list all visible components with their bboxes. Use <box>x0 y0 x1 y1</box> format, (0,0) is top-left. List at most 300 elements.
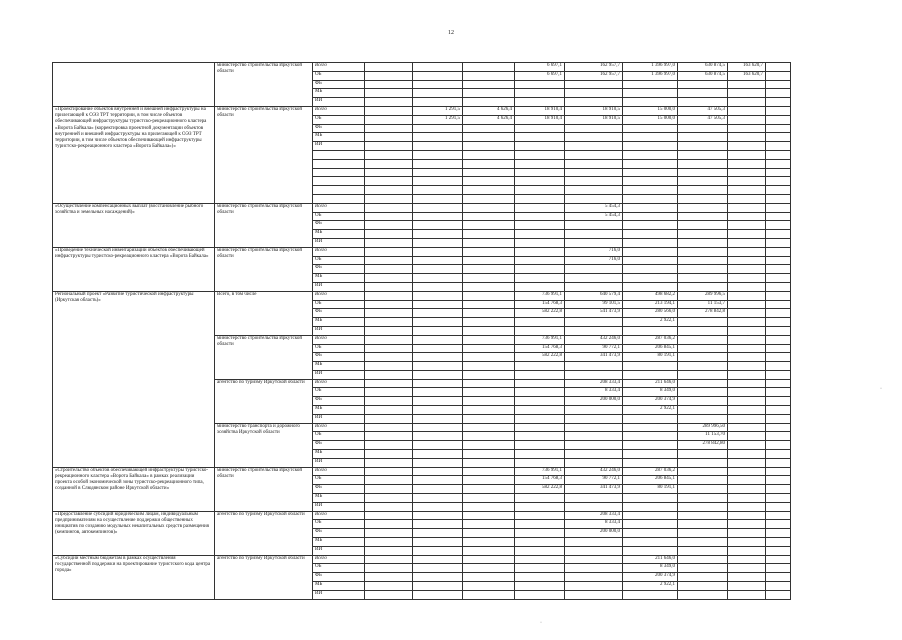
value-cell <box>515 529 565 538</box>
value-cell <box>463 194 515 203</box>
value-cell: 287 036,2 <box>623 467 678 476</box>
funding-source-cell: МБ <box>313 133 365 142</box>
funding-source-cell: Всего <box>313 63 365 72</box>
value-cell <box>515 80 565 89</box>
value-cell: 15 000,0 <box>623 115 678 124</box>
value-cell <box>565 238 623 247</box>
value-cell: 498 682,2 <box>623 291 678 300</box>
table-row <box>53 63 791 72</box>
value-cell <box>463 150 515 159</box>
value-cell <box>463 555 515 564</box>
value-cell <box>766 538 791 547</box>
value-cell: 5 454,3 <box>565 203 623 212</box>
value-cell <box>463 177 515 186</box>
value-cell <box>515 282 565 291</box>
value-cell <box>365 238 413 247</box>
funding-source-cell <box>313 159 365 168</box>
value-cell <box>623 133 678 142</box>
value-cell <box>365 326 413 335</box>
value-cell <box>766 450 791 459</box>
value-cell <box>766 282 791 291</box>
value-cell <box>365 89 413 98</box>
value-cell <box>565 326 623 335</box>
value-cell <box>766 291 791 300</box>
value-cell <box>728 309 766 318</box>
value-cell <box>728 467 766 476</box>
value-cell: 18 910,4 <box>515 106 565 115</box>
value-cell <box>463 564 515 573</box>
value-cell <box>623 177 678 186</box>
value-cell <box>413 511 463 520</box>
value-cell <box>766 458 791 467</box>
executor-cell: Всего, в том числе <box>215 291 313 335</box>
value-cell <box>463 89 515 98</box>
value-cell <box>623 247 678 256</box>
value-cell <box>565 318 623 327</box>
value-cell: 341 473,9 <box>565 485 623 494</box>
value-cell <box>413 432 463 441</box>
value-cell <box>728 274 766 283</box>
value-cell <box>766 370 791 379</box>
value-cell: 716,0 <box>565 247 623 256</box>
value-cell <box>623 203 678 212</box>
value-cell <box>678 546 728 555</box>
value-cell <box>463 98 515 107</box>
funding-source-cell <box>313 177 365 186</box>
funding-source-cell: ФБ <box>313 80 365 89</box>
value-cell <box>463 353 515 362</box>
event-name-cell: «Осуществление компенсационных выплат (восстановление рыбного хозяйства и земельных насаждений)» <box>53 203 215 247</box>
value-cell <box>413 423 463 432</box>
value-cell: 630 874,5 <box>678 63 728 72</box>
value-cell <box>365 546 413 555</box>
value-cell <box>463 247 515 256</box>
value-cell <box>623 458 678 467</box>
value-cell <box>413 467 463 476</box>
value-cell <box>413 318 463 327</box>
value-cell <box>365 230 413 239</box>
executor-cell: министерство строительства Иркутской области <box>215 335 313 379</box>
value-cell <box>766 247 791 256</box>
value-cell <box>728 238 766 247</box>
value-cell <box>413 98 463 107</box>
value-cell <box>678 353 728 362</box>
value-cell <box>365 370 413 379</box>
value-cell <box>413 230 463 239</box>
value-cell: 287 036,2 <box>623 335 678 344</box>
funding-source-cell: ОБ <box>313 520 365 529</box>
value-cell <box>413 582 463 591</box>
value-cell <box>413 71 463 80</box>
value-cell <box>463 494 515 503</box>
value-cell <box>463 485 515 494</box>
value-cell <box>365 221 413 230</box>
value-cell <box>623 124 678 133</box>
value-cell <box>413 494 463 503</box>
value-cell <box>678 89 728 98</box>
value-cell <box>365 256 413 265</box>
value-cell <box>728 159 766 168</box>
value-cell <box>515 150 565 159</box>
value-cell <box>413 362 463 371</box>
value-cell <box>623 212 678 221</box>
value-cell <box>413 291 463 300</box>
value-cell <box>463 379 515 388</box>
value-cell <box>413 89 463 98</box>
value-cell <box>515 89 565 98</box>
table-row <box>53 555 791 564</box>
value-cell <box>565 124 623 133</box>
value-cell <box>565 458 623 467</box>
value-cell <box>766 485 791 494</box>
value-cell: 716,0 <box>565 256 623 265</box>
funding-source-cell: МБ <box>313 406 365 415</box>
value-cell <box>365 590 413 599</box>
value-cell <box>463 441 515 450</box>
value-cell: 432 246,0 <box>565 467 623 476</box>
value-cell <box>413 150 463 159</box>
funding-source-cell: Всего <box>313 291 365 300</box>
value-cell <box>678 230 728 239</box>
value-cell <box>565 450 623 459</box>
value-cell <box>766 502 791 511</box>
value-cell <box>728 485 766 494</box>
value-cell <box>623 414 678 423</box>
value-cell <box>463 406 515 415</box>
value-cell <box>365 406 413 415</box>
value-cell: 1 396 997,0 <box>623 71 678 80</box>
value-cell: 47 505,3 <box>678 115 728 124</box>
value-cell <box>413 335 463 344</box>
value-cell <box>413 344 463 353</box>
value-cell <box>766 80 791 89</box>
value-cell: 18 910,5 <box>565 106 623 115</box>
value-cell <box>365 265 413 274</box>
value-cell: 200 374,9 <box>623 397 678 406</box>
value-cell: 432 246,0 <box>565 335 623 344</box>
value-cell <box>623 150 678 159</box>
event-name-cell: Региональный проект «Развитие туристической инфраструктуры (Иркутская область)» <box>53 291 215 467</box>
value-cell <box>565 502 623 511</box>
value-cell: 11 153,7 <box>678 300 728 309</box>
value-cell <box>728 282 766 291</box>
value-cell <box>766 467 791 476</box>
value-cell <box>678 124 728 133</box>
value-cell <box>365 124 413 133</box>
value-cell <box>678 582 728 591</box>
funding-source-cell: МБ <box>313 582 365 591</box>
value-cell <box>413 353 463 362</box>
value-cell <box>515 177 565 186</box>
value-cell <box>678 397 728 406</box>
value-cell: 200 374,9 <box>623 573 678 582</box>
table-row <box>53 247 791 256</box>
value-cell <box>413 194 463 203</box>
value-cell <box>565 370 623 379</box>
funding-source-cell: Всего <box>313 467 365 476</box>
funding-source-cell: ИИ <box>313 282 365 291</box>
value-cell <box>678 133 728 142</box>
value-cell <box>515 564 565 573</box>
value-cell <box>413 529 463 538</box>
value-cell <box>515 388 565 397</box>
value-cell <box>413 309 463 318</box>
value-cell <box>623 265 678 274</box>
value-cell <box>728 124 766 133</box>
value-cell <box>413 458 463 467</box>
value-cell <box>623 511 678 520</box>
value-cell <box>365 142 413 151</box>
value-cell <box>728 318 766 327</box>
value-cell <box>365 450 413 459</box>
value-cell <box>623 230 678 239</box>
value-cell <box>728 106 766 115</box>
value-cell <box>365 309 413 318</box>
value-cell <box>678 203 728 212</box>
value-cell <box>678 98 728 107</box>
value-cell <box>678 529 728 538</box>
value-cell <box>463 168 515 177</box>
value-cell: 206 845,1 <box>623 476 678 485</box>
value-cell <box>365 379 413 388</box>
value-cell <box>515 230 565 239</box>
funding-source-cell: ФБ <box>313 309 365 318</box>
value-cell <box>365 353 413 362</box>
event-name-cell: «Субсидии местным бюджетам в рамках осуществления государственной поддержки на проектирование туристского кода центра города» <box>53 555 215 599</box>
funding-source-cell: ОБ <box>313 564 365 573</box>
value-cell <box>413 282 463 291</box>
value-cell <box>463 450 515 459</box>
value-cell <box>413 256 463 265</box>
value-cell: 582 222,8 <box>515 309 565 318</box>
value-cell <box>463 370 515 379</box>
funding-source-cell: ФБ <box>313 265 365 274</box>
value-cell <box>565 538 623 547</box>
value-cell <box>515 414 565 423</box>
value-cell <box>766 353 791 362</box>
value-cell <box>565 423 623 432</box>
value-cell <box>623 546 678 555</box>
value-cell <box>515 494 565 503</box>
value-cell <box>623 238 678 247</box>
value-cell <box>365 538 413 547</box>
value-cell <box>678 538 728 547</box>
value-cell <box>623 98 678 107</box>
value-cell <box>766 194 791 203</box>
value-cell <box>463 203 515 212</box>
executor-cell: министерство строительства Иркутской области <box>215 467 313 511</box>
value-cell: 211 646,0 <box>623 555 678 564</box>
value-cell <box>365 414 413 423</box>
funding-source-cell: ИИ <box>313 590 365 599</box>
value-cell <box>728 414 766 423</box>
value-cell <box>678 177 728 186</box>
funding-source-cell: Всего <box>313 511 365 520</box>
value-cell <box>728 590 766 599</box>
funding-source-cell: Всего <box>313 335 365 344</box>
funding-source-cell: ОБ <box>313 388 365 397</box>
value-cell <box>728 247 766 256</box>
value-cell <box>515 458 565 467</box>
funding-source-cell: ОБ <box>313 344 365 353</box>
value-cell <box>515 265 565 274</box>
value-cell <box>623 362 678 371</box>
value-cell <box>413 186 463 195</box>
value-cell: 15 000,0 <box>623 106 678 115</box>
value-cell: 154 768,3 <box>515 300 565 309</box>
event-name-cell: «Проведение технической инвентаризации объектов обеспечивающей инфраструктуры туристско-рекреационного кластера «Ворота Байкала» <box>53 247 215 291</box>
value-cell <box>463 546 515 555</box>
value-cell <box>678 555 728 564</box>
value-cell <box>728 256 766 265</box>
value-cell <box>766 274 791 283</box>
funding-source-cell: ФБ <box>313 573 365 582</box>
value-cell <box>463 291 515 300</box>
value-cell <box>678 573 728 582</box>
value-cell <box>413 203 463 212</box>
value-cell <box>515 441 565 450</box>
value-cell <box>678 344 728 353</box>
value-cell <box>678 502 728 511</box>
table-row <box>53 511 791 520</box>
value-cell <box>728 344 766 353</box>
value-cell <box>463 80 515 89</box>
value-cell <box>463 388 515 397</box>
value-cell <box>365 397 413 406</box>
value-cell <box>623 89 678 98</box>
funding-source-cell: ОБ <box>313 432 365 441</box>
value-cell: 18 910,5 <box>565 115 623 124</box>
value-cell <box>728 511 766 520</box>
value-cell <box>413 80 463 89</box>
value-cell: 2 922,1 <box>623 582 678 591</box>
value-cell <box>463 212 515 221</box>
funding-source-cell: ФБ <box>313 124 365 133</box>
value-cell <box>463 238 515 247</box>
value-cell <box>728 494 766 503</box>
value-cell <box>515 203 565 212</box>
scan-mark: · <box>540 620 542 626</box>
value-cell <box>766 63 791 72</box>
value-cell <box>728 502 766 511</box>
value-cell <box>766 142 791 151</box>
value-cell <box>766 555 791 564</box>
value-cell <box>766 423 791 432</box>
value-cell <box>463 476 515 485</box>
value-cell <box>766 98 791 107</box>
value-cell <box>728 212 766 221</box>
value-cell <box>766 520 791 529</box>
funding-source-cell: МБ <box>313 318 365 327</box>
value-cell <box>365 212 413 221</box>
value-cell <box>678 379 728 388</box>
value-cell: 80 191,1 <box>623 353 678 362</box>
value-cell <box>463 221 515 230</box>
value-cell <box>728 80 766 89</box>
value-cell: 6 697,1 <box>515 63 565 72</box>
value-cell: 99 101,5 <box>565 300 623 309</box>
value-cell: 213 194,1 <box>623 300 678 309</box>
value-cell <box>678 388 728 397</box>
funding-source-cell: ИИ <box>313 546 365 555</box>
value-cell: 736 991,1 <box>515 467 565 476</box>
value-cell: 2 922,1 <box>623 406 678 415</box>
funding-source-cell: ОБ <box>313 212 365 221</box>
value-cell <box>728 186 766 195</box>
value-cell <box>413 441 463 450</box>
value-cell <box>413 142 463 151</box>
value-cell <box>515 397 565 406</box>
value-cell <box>728 326 766 335</box>
value-cell <box>365 555 413 564</box>
value-cell <box>565 564 623 573</box>
value-cell <box>463 256 515 265</box>
value-cell <box>365 502 413 511</box>
value-cell <box>515 159 565 168</box>
value-cell <box>565 274 623 283</box>
value-cell <box>463 520 515 529</box>
value-cell <box>728 397 766 406</box>
value-cell <box>623 186 678 195</box>
value-cell <box>463 230 515 239</box>
value-cell <box>463 573 515 582</box>
value-cell <box>515 133 565 142</box>
value-cell <box>413 414 463 423</box>
value-cell <box>728 203 766 212</box>
value-cell <box>678 467 728 476</box>
value-cell <box>413 502 463 511</box>
value-cell: 162 957,7 <box>565 71 623 80</box>
value-cell <box>413 555 463 564</box>
value-cell <box>515 256 565 265</box>
value-cell <box>766 115 791 124</box>
value-cell <box>463 309 515 318</box>
value-cell <box>728 265 766 274</box>
value-cell <box>515 423 565 432</box>
value-cell <box>463 159 515 168</box>
value-cell <box>463 414 515 423</box>
value-cell <box>728 379 766 388</box>
value-cell <box>728 450 766 459</box>
value-cell <box>365 582 413 591</box>
value-cell <box>728 89 766 98</box>
value-cell <box>565 555 623 564</box>
value-cell: 154 768,3 <box>515 344 565 353</box>
value-cell <box>678 450 728 459</box>
value-cell <box>515 212 565 221</box>
value-cell <box>413 573 463 582</box>
value-cell: 2 922,1 <box>623 318 678 327</box>
funding-source-cell: МБ <box>313 362 365 371</box>
value-cell <box>463 458 515 467</box>
value-cell <box>365 168 413 177</box>
value-cell <box>365 300 413 309</box>
value-cell <box>565 177 623 186</box>
value-cell <box>413 221 463 230</box>
value-cell <box>365 362 413 371</box>
value-cell <box>515 432 565 441</box>
value-cell <box>728 423 766 432</box>
value-cell <box>413 63 463 72</box>
funding-source-cell: ИИ <box>313 326 365 335</box>
value-cell <box>515 546 565 555</box>
value-cell <box>565 159 623 168</box>
value-cell <box>766 406 791 415</box>
value-cell <box>766 441 791 450</box>
value-cell: 18 910,4 <box>515 115 565 124</box>
funding-source-cell: ОБ <box>313 476 365 485</box>
value-cell <box>678 256 728 265</box>
